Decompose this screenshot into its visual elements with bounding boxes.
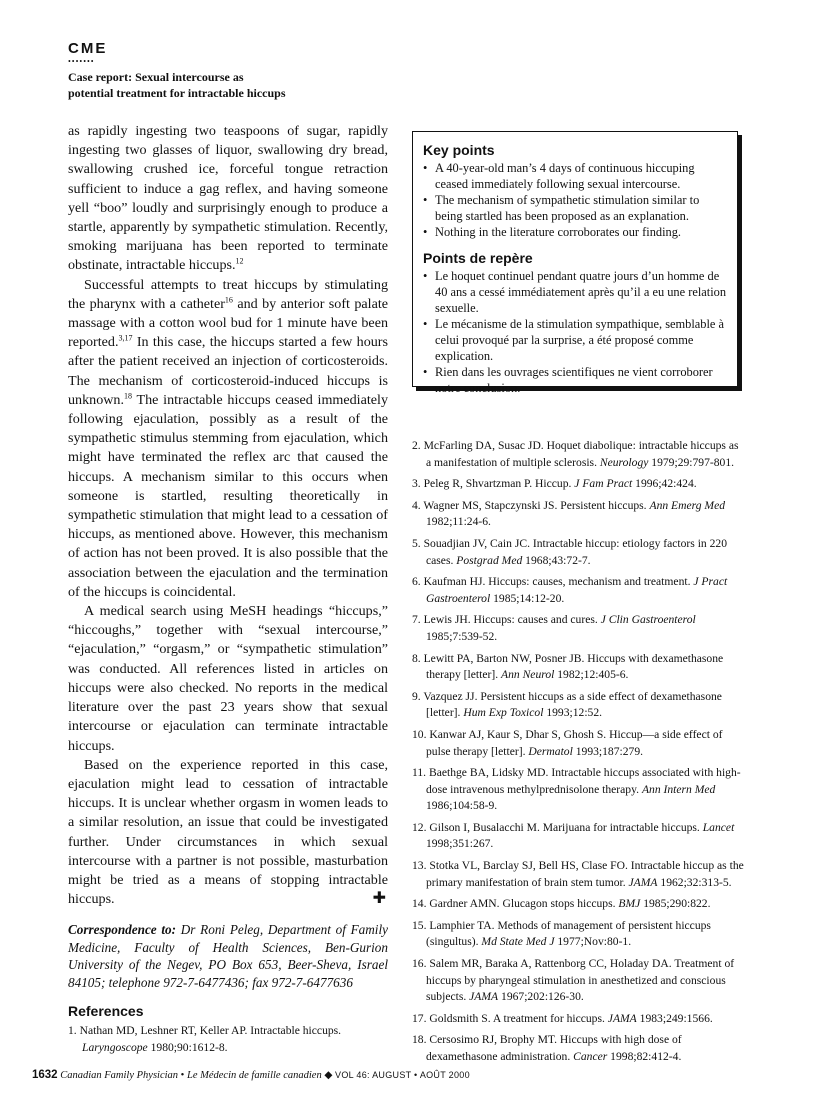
points-de-repere-title: Points de repère (423, 250, 533, 266)
reference-journal: J Clin Gastroenterol (600, 613, 696, 627)
reference-item: 18. Cersosimo RJ, Brophy MT. Hiccups with high dose of dexamethasone administration. Cancer 1998;82:412-4. (412, 1033, 682, 1063)
key-points-title: Key points (423, 142, 495, 158)
reference-item: 5. Souadjian JV, Cain JC. Intractable hiccup: etiology factors in 220 cases. Postgrad Med 1968;43:72-7. (412, 536, 728, 567)
reference-journal: Ann Intern Med (641, 782, 716, 796)
key-point-item: • The mechanism of sympathetic stimulation similar to being startled has been proposed as an explanation. (423, 192, 727, 224)
reference-journal: Neurology (599, 455, 649, 469)
correspondence-label: Correspondence to: (68, 922, 177, 938)
key-point-item: • A 40-year-old man’s 4 days of continuous hiccuping ceased immediately following sexual intercourse. (423, 160, 727, 192)
section-dots: ••••••• (68, 57, 95, 66)
citation-sup: 18 (123, 391, 132, 401)
key-points-box (412, 131, 738, 395)
page-footer (32, 1068, 792, 1083)
reference-item: 13. Stotka VL, Barclay SJ, Bell HS, Clase FO. Intractable hiccup as the primary manifestation of brain stem tumor. JAMA 1962;32:313-5. (412, 859, 744, 889)
point-de-repere-item: • Le hoquet continuel pendant quatre jours d’un homme de 40 ans a cessé immédiatement après qu’il a eu une relation sexuelle. (423, 268, 727, 316)
reference-item: 12. Gilson I, Busalacchi M. Marijuana for intractable hiccups. Lancet 1998;351:267. (412, 820, 735, 851)
point-de-repere-item: • Rien dans les ouvrages scientifiques ne vient corroborer notre conclusion. (423, 364, 727, 396)
reference-item: 15. Lamphier TA. Methods of management of persistent hiccups (singultus). Md State Med J 1977;Nov:80-1. (412, 918, 711, 949)
subtitle-line-1: Case report: Sexual intercourse as (68, 70, 244, 84)
article-subtitle (68, 69, 468, 101)
key-points-list (423, 160, 727, 240)
journal-name-en: Canadian Family Physician (60, 1070, 179, 1081)
reference-journal: Md State Med J (481, 935, 555, 949)
reference-journal: JAMA (607, 1011, 637, 1025)
subtitle-line-2: potential treatment for intractable hiccups (68, 86, 286, 100)
reference-journal: Lancet (702, 820, 735, 834)
right-column (412, 438, 744, 1071)
p2-text-d: The intractable hiccups ceased immediately following ejaculation, possibly as a result of the sympathetic stimulus stemming from ejaculation, which might have terminated the reflex arc that caused the hiccups. A mechanism similar to this occurs when someone is startled, resulting theoretically in sympathetic stimulation that might lead to a cessation of hiccups, as mentioned above. However, this mechanism of action has not been proved. It is also possible that the association between the ejaculation and the termination of the hiccups is coincidental. (68, 391, 388, 600)
citation-sup: 3,17 (118, 333, 133, 343)
page-number: 1632 (32, 1069, 58, 1081)
reference-item: 10. Kanwar AJ, Kaur S, Dhar S, Ghosh S. Hiccup—a side effect of pulse therapy [letter]. Dermatol 1993;187:279. (412, 727, 723, 758)
p1-text: as rapidly ingesting two teaspoons of sugar, rapidly ingesting two glasses of liquor, swallowing dry bread, swallowing crushed ice, forceful tongue retraction sufficient to induce a gag reflex, and having someone yell “boo” loudly and surprisingly enough to produce a startle, apparently by sympathetic stimulation. Recently, smoking marijuana has been reported to terminate obstinate, intractable hiccups. (68, 123, 388, 274)
points-de-repere-list (423, 268, 727, 396)
reference-journal: Ann Emerg Med (649, 498, 726, 512)
article-header (68, 40, 468, 101)
reference-journal: Cancer (573, 1050, 608, 1063)
footer-separator: • (178, 1070, 187, 1081)
footer-diamond-icon: ◆ (321, 1070, 336, 1081)
journal-name-fr: Le Médecin de famille canadien (186, 1070, 322, 1081)
reference-item: 16. Salem MR, Baraka A, Rattenborg CC, Holaday DA. Treatment of hiccups by pharyngeal stimulation in anesthetized and conscious subjects. JAMA 1967;202:126-30. (412, 957, 735, 1004)
p2-text-a: Successful attempts to treat hiccups by stimulating the pharynx with a catheter (68, 276, 388, 312)
reference-item: 7. Lewis JH. Hiccups: causes and cures. J Clin Gastroenterol 1985;7:539-52. (412, 613, 696, 643)
reference-item: 2. McFarling DA, Susac JD. Hoquet diabolique: intractable hiccups as a manifestation of multiple sclerosis. Neurology 1979;29:797-801. (412, 439, 739, 469)
reference-item: 14. Gardner AMN. Glucagon stops hiccups. BMJ 1985;290:822. (412, 897, 711, 911)
p2-text-c: In this case, the hiccups started a few hours after the patient received an injection of corticosteroids. The mechanism of corticosteroid-induced hiccups is unknown. (68, 334, 388, 408)
reference-item: 4. Wagner MS, Stapczynski JS. Persistent hiccups. Ann Emerg Med 1982;11:24-6. (412, 498, 726, 529)
p2-text-b: and by anterior soft palate massage with a cotton wool bud for 1 minute have been reported. (68, 295, 388, 351)
end-of-article-icon: ✚ (372, 890, 386, 908)
body-paragraph-2 (68, 276, 388, 602)
reference-journal: J Pract Gastroenterol (426, 575, 728, 605)
reference-item: 9. Vazquez JJ. Persistent hiccups as a side effect of dexamethasone [letter]. Hum Exp Toxicol 1993;12:52. (412, 689, 722, 720)
reference-list-left (68, 1023, 388, 1056)
reference-item: 8. Lewitt PA, Barton NW, Posner JB. Hiccups with dexamethasone therapy [letter]. Ann Neurol 1982;12:405-6. (412, 651, 724, 682)
reference-journal: Hum Exp Toxicol (463, 706, 544, 720)
correspondence (68, 921, 388, 991)
reference-journal: Ann Neurol (501, 668, 555, 682)
reference-item: 3. Peleg R, Shvartzman P. Hiccup. J Fam Pract 1996;42:424. (412, 477, 697, 491)
reference-journal: J Fam Pract (574, 477, 633, 491)
references-heading: References (68, 1003, 144, 1020)
reference-journal: Dermatol (528, 744, 573, 758)
reference-item: 17. Goldsmith S. A treatment for hiccups. JAMA 1983;249:1566. (412, 1011, 713, 1025)
reference-journal: Laryngoscope (82, 1040, 148, 1054)
point-de-repere-item: • Le mécanisme de la stimulation sympathique, semblable à celui provoqué par la surprise, a été proposé comme explication. (423, 316, 727, 364)
volume-date: VOL 46: AUGUST • AOÛT 2000 (335, 1070, 470, 1080)
reference-journal: JAMA (628, 875, 658, 889)
reference-journal: BMJ (618, 897, 641, 911)
left-column (68, 122, 388, 1062)
section-label: CME (68, 40, 108, 57)
reference-item: 6. Kaufman HJ. Hiccups: causes, mechanism and treatment. J Pract Gastroenterol 1985;14:12-20. (412, 575, 728, 605)
reference-journal: Postgrad Med (456, 553, 523, 567)
reference-list-right (412, 438, 744, 1066)
key-point-item: • Nothing in the literature corroborates our finding. (423, 224, 727, 240)
citation-sup: 16 (224, 295, 233, 305)
body-paragraph-4 (68, 756, 388, 910)
correspondence-text: Dr Roni Peleg, Department of Family Medicine, Faculty of Health Sciences, Ben-Gurion University of the Negev, PO Box 653, Beer-Sheva, Israel 84105; telephone 972-7-6477436; fax 972-7-6477636 (68, 922, 388, 990)
citation-sup: 12 (235, 256, 244, 266)
body-paragraph-1 (68, 122, 388, 276)
reference-journal: JAMA (469, 990, 499, 1004)
p4-text: Based on the experience reported in this case, ejaculation might lead to cessation of intractable hiccups. It is unclear whether orgasm in women leads to a similar resolution, an issue that could be investigated further. Under circumstances in which sexual intercourse with a partner is not possible, masturbation might be tried as a means of stopping intractable hiccups. (68, 756, 388, 908)
reference-item: 1. Nathan MD, Leshner RT, Keller AP. Intractable hiccups. Laryngoscope 1980;90:1612-8. (68, 1024, 342, 1054)
body-paragraph-3: A medical search using MeSH headings “hiccups,” “hiccoughs,” together with “sexual intercourse,” “ejaculation,” “orgasm,” or “sympathetic stimulation” was conducted. All references listed in articles on hiccups were also checked. No reports in the medical literature over the past 23 years show that sexual intercourse or ejaculation can terminate intractable hiccups. (68, 603, 388, 754)
reference-item: 11. Baethge BA, Lidsky MD. Intractable hiccups associated with high-dose intravenous methylprednisolone therapy. Ann Intern Med 1986;104:58-9. (412, 766, 741, 813)
